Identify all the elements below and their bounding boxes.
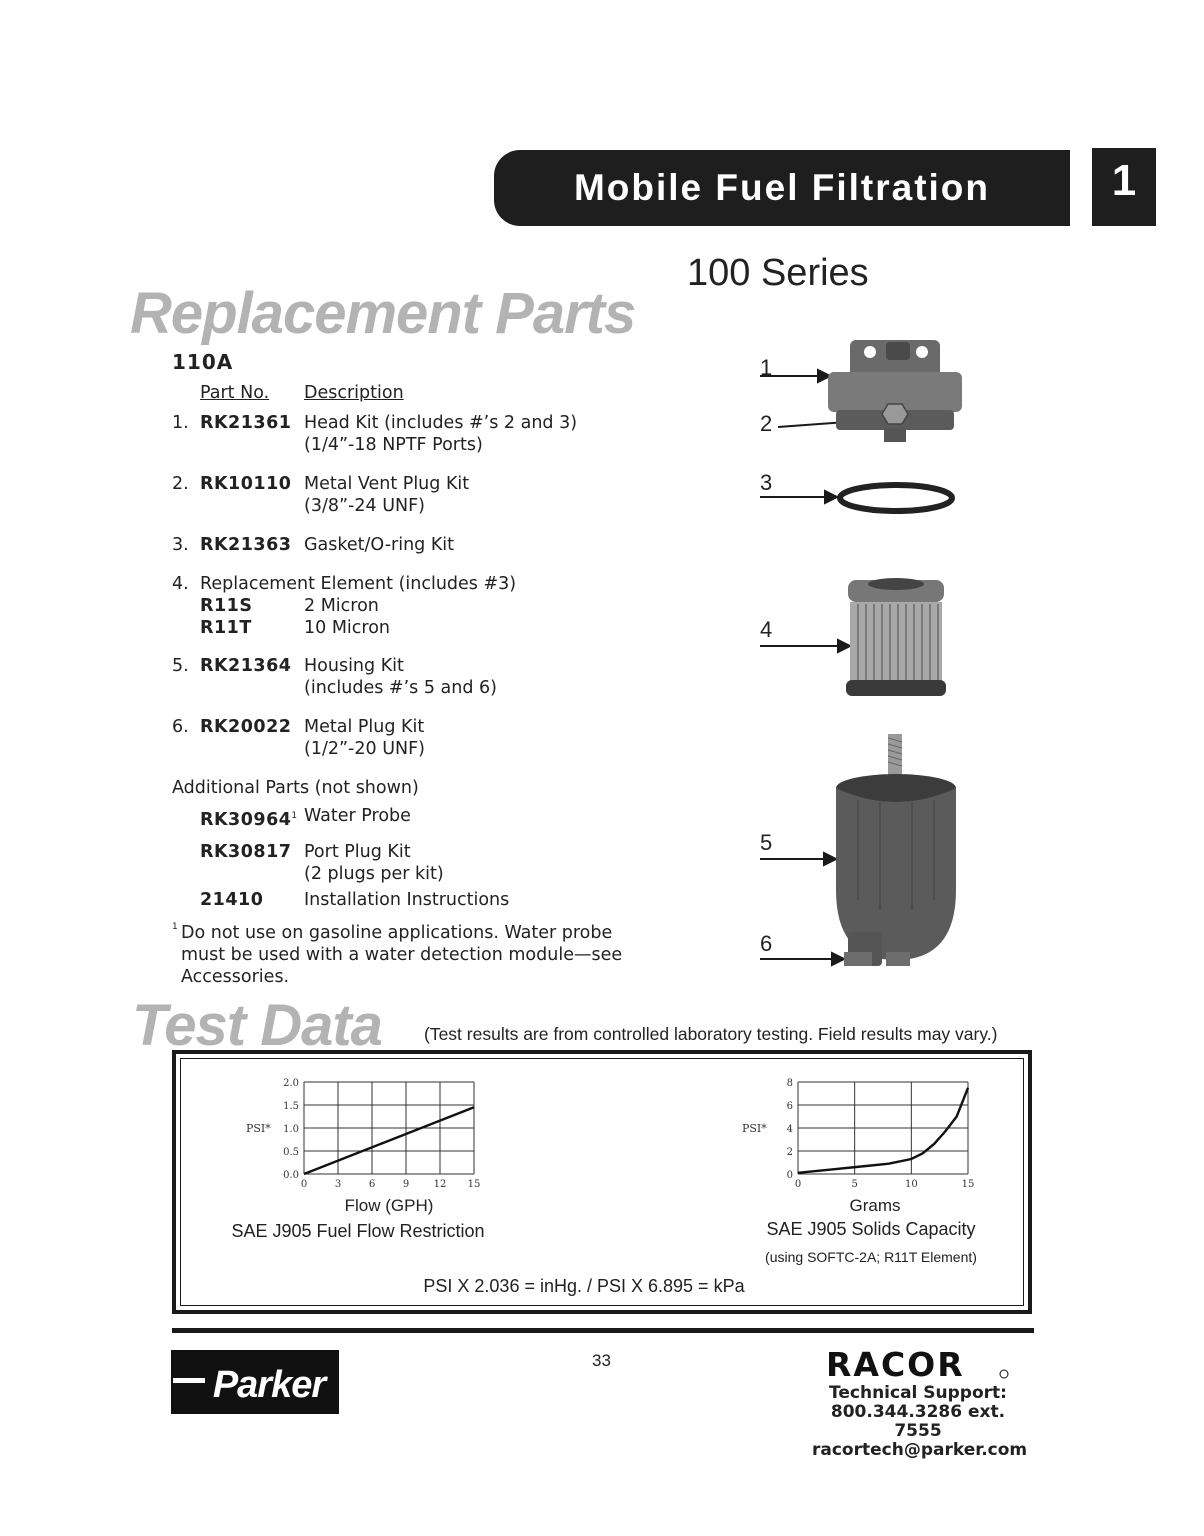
filter-element-icon — [846, 578, 946, 696]
part-description: 2 Micron — [304, 596, 379, 616]
part-description: Housing Kit — [304, 656, 404, 676]
description-header: Description — [304, 383, 404, 403]
series-line — [798, 1088, 968, 1173]
test-data-heading: Test Data — [132, 993, 382, 1058]
part-number: RK30964$^1$ — [200, 809, 298, 830]
y-tick-label: 0 — [786, 1170, 793, 1181]
solids-capacity-chart — [734, 1070, 994, 1194]
y-tick-label: 4 — [786, 1124, 793, 1135]
x-tick-label: 10 — [904, 1179, 918, 1190]
model-number: 110A — [172, 350, 234, 374]
footer-rule — [172, 1328, 1034, 1333]
part-description: Port Plug Kit — [304, 842, 411, 862]
x-tick-label: 9 — [402, 1179, 410, 1190]
chart1-title: SAE J905 Fuel Flow Restriction — [231, 1221, 485, 1241]
x-tick-label: 12 — [433, 1179, 447, 1190]
filter-head-icon — [828, 340, 962, 442]
part-description-detail: (includes #’s 5 and 6) — [304, 678, 497, 698]
part-description-detail: (2 plugs per kit) — [304, 864, 444, 884]
support-phone: 800.344.3286 ext. 7555 — [830, 1402, 1006, 1441]
chart2-subtitle: (using SOFTC-2A; R11T Element) — [765, 1249, 977, 1265]
svg-text:Parker: Parker — [212, 1364, 326, 1406]
y-tick-label: 2.0 — [283, 1078, 299, 1089]
item-number: 5. — [172, 656, 189, 676]
x-tick-label: 6 — [368, 1179, 376, 1190]
technical-support — [812, 1383, 1028, 1460]
y-tick-label: 0.0 — [283, 1170, 299, 1181]
chart2-title: SAE J905 Solids Capacity — [766, 1219, 976, 1239]
y-tick-label: 1.5 — [283, 1101, 299, 1112]
replacement-parts-heading: Replacement Parts — [130, 281, 636, 346]
series-title: 100 Series — [687, 252, 869, 294]
part-description: Metal Vent Plug Kit — [304, 474, 470, 494]
section-banner: Mobile Fuel Filtration — [494, 150, 1070, 226]
item-number: 1. — [172, 413, 189, 433]
footnote-marker: 1 — [291, 811, 298, 821]
flow-restriction-chart — [240, 1070, 500, 1194]
footnote-line: Do not use on gasoline applications. Water probe — [181, 923, 613, 943]
y-tick-label: 2 — [786, 1147, 793, 1158]
parker-logo — [171, 1350, 339, 1414]
item-number: 4. — [172, 574, 189, 594]
additional-parts-heading: Additional Parts (not shown) — [172, 778, 419, 798]
chapter-tab: 1 — [1092, 148, 1156, 226]
housing-icon — [836, 734, 956, 960]
part-number: RK21363 — [200, 535, 292, 555]
part-number: RK20022 — [200, 717, 292, 737]
part-number: R11S — [200, 596, 253, 616]
footnote-marker: 1 — [172, 922, 178, 932]
y-tick-label: 6 — [786, 1101, 793, 1112]
item-number: 2. — [172, 474, 189, 494]
part-number: RK21361 — [200, 413, 292, 433]
y-tick-label: 1.0 — [283, 1124, 299, 1135]
x-tick-label: 0 — [794, 1179, 802, 1190]
chart1-xlabel: Flow (GPH) — [344, 1196, 434, 1215]
x-tick-label: 5 — [851, 1179, 858, 1190]
callout-4: 4 — [760, 617, 773, 642]
unit-conversion: PSI X 2.036 = inHg. / PSI X 6.895 = kPa — [423, 1276, 745, 1296]
footnote-line: Accessories. — [181, 967, 290, 987]
exploded-parts-diagram — [740, 320, 1020, 980]
test-data-note: (Test results are from controlled laboratory testing. Field results may vary.) — [424, 1024, 998, 1044]
y-axis-label: PSI* — [742, 1122, 767, 1135]
series-line — [304, 1107, 474, 1174]
y-tick-label: 0.5 — [283, 1147, 299, 1158]
page-number: 33 — [592, 1351, 611, 1370]
part-description-detail: (1/2”-20 UNF) — [304, 739, 425, 759]
part-number: RK10110 — [200, 474, 292, 494]
part-description: Water Probe — [304, 806, 411, 826]
part-no-header: Part No. — [200, 383, 270, 403]
footnote-line: must be used with a water detection module—see — [181, 945, 623, 965]
part-number: R11T — [200, 618, 252, 638]
racor-logo — [826, 1344, 1016, 1384]
svg-text:RACOR: RACOR — [826, 1345, 965, 1384]
part-description-detail: (1/4”-18 NPTF Ports) — [304, 435, 483, 455]
part-description: Head Kit (includes #’s 2 and 3) — [304, 413, 578, 433]
part-description: Gasket/O-ring Kit — [304, 535, 455, 555]
y-tick-label: 8 — [786, 1078, 793, 1089]
item-number: 3. — [172, 535, 189, 555]
callout-6: 6 — [760, 931, 773, 956]
x-tick-label: 0 — [300, 1179, 308, 1190]
callout-5: 5 — [760, 830, 773, 855]
vent-plug-icon — [882, 404, 908, 424]
part-number: RK21364 — [200, 656, 292, 676]
part-description: Installation Instructions — [304, 890, 510, 910]
part-description: 10 Micron — [304, 618, 391, 638]
item-number: 6. — [172, 717, 189, 737]
support-label: Technical Support: — [829, 1383, 1007, 1403]
chart2-xlabel: Grams — [849, 1196, 901, 1215]
callout-1: 1 — [760, 355, 773, 380]
callout-2: 2 — [760, 411, 773, 436]
o-ring-icon — [840, 485, 952, 511]
part-description: Replacement Element (includes #3) — [200, 574, 517, 594]
x-tick-label: 15 — [467, 1179, 481, 1190]
support-email[interactable]: racortech@parker.com — [812, 1440, 1028, 1460]
x-tick-label: 3 — [334, 1179, 342, 1190]
part-description-detail: (3/8”-24 UNF) — [304, 496, 425, 516]
part-description: Metal Plug Kit — [304, 717, 425, 737]
y-axis-label: PSI* — [246, 1122, 271, 1135]
part-number: RK30817 — [200, 842, 292, 862]
callout-3: 3 — [760, 470, 773, 495]
x-tick-label: 15 — [961, 1179, 975, 1190]
part-number: 21410 — [200, 890, 264, 910]
